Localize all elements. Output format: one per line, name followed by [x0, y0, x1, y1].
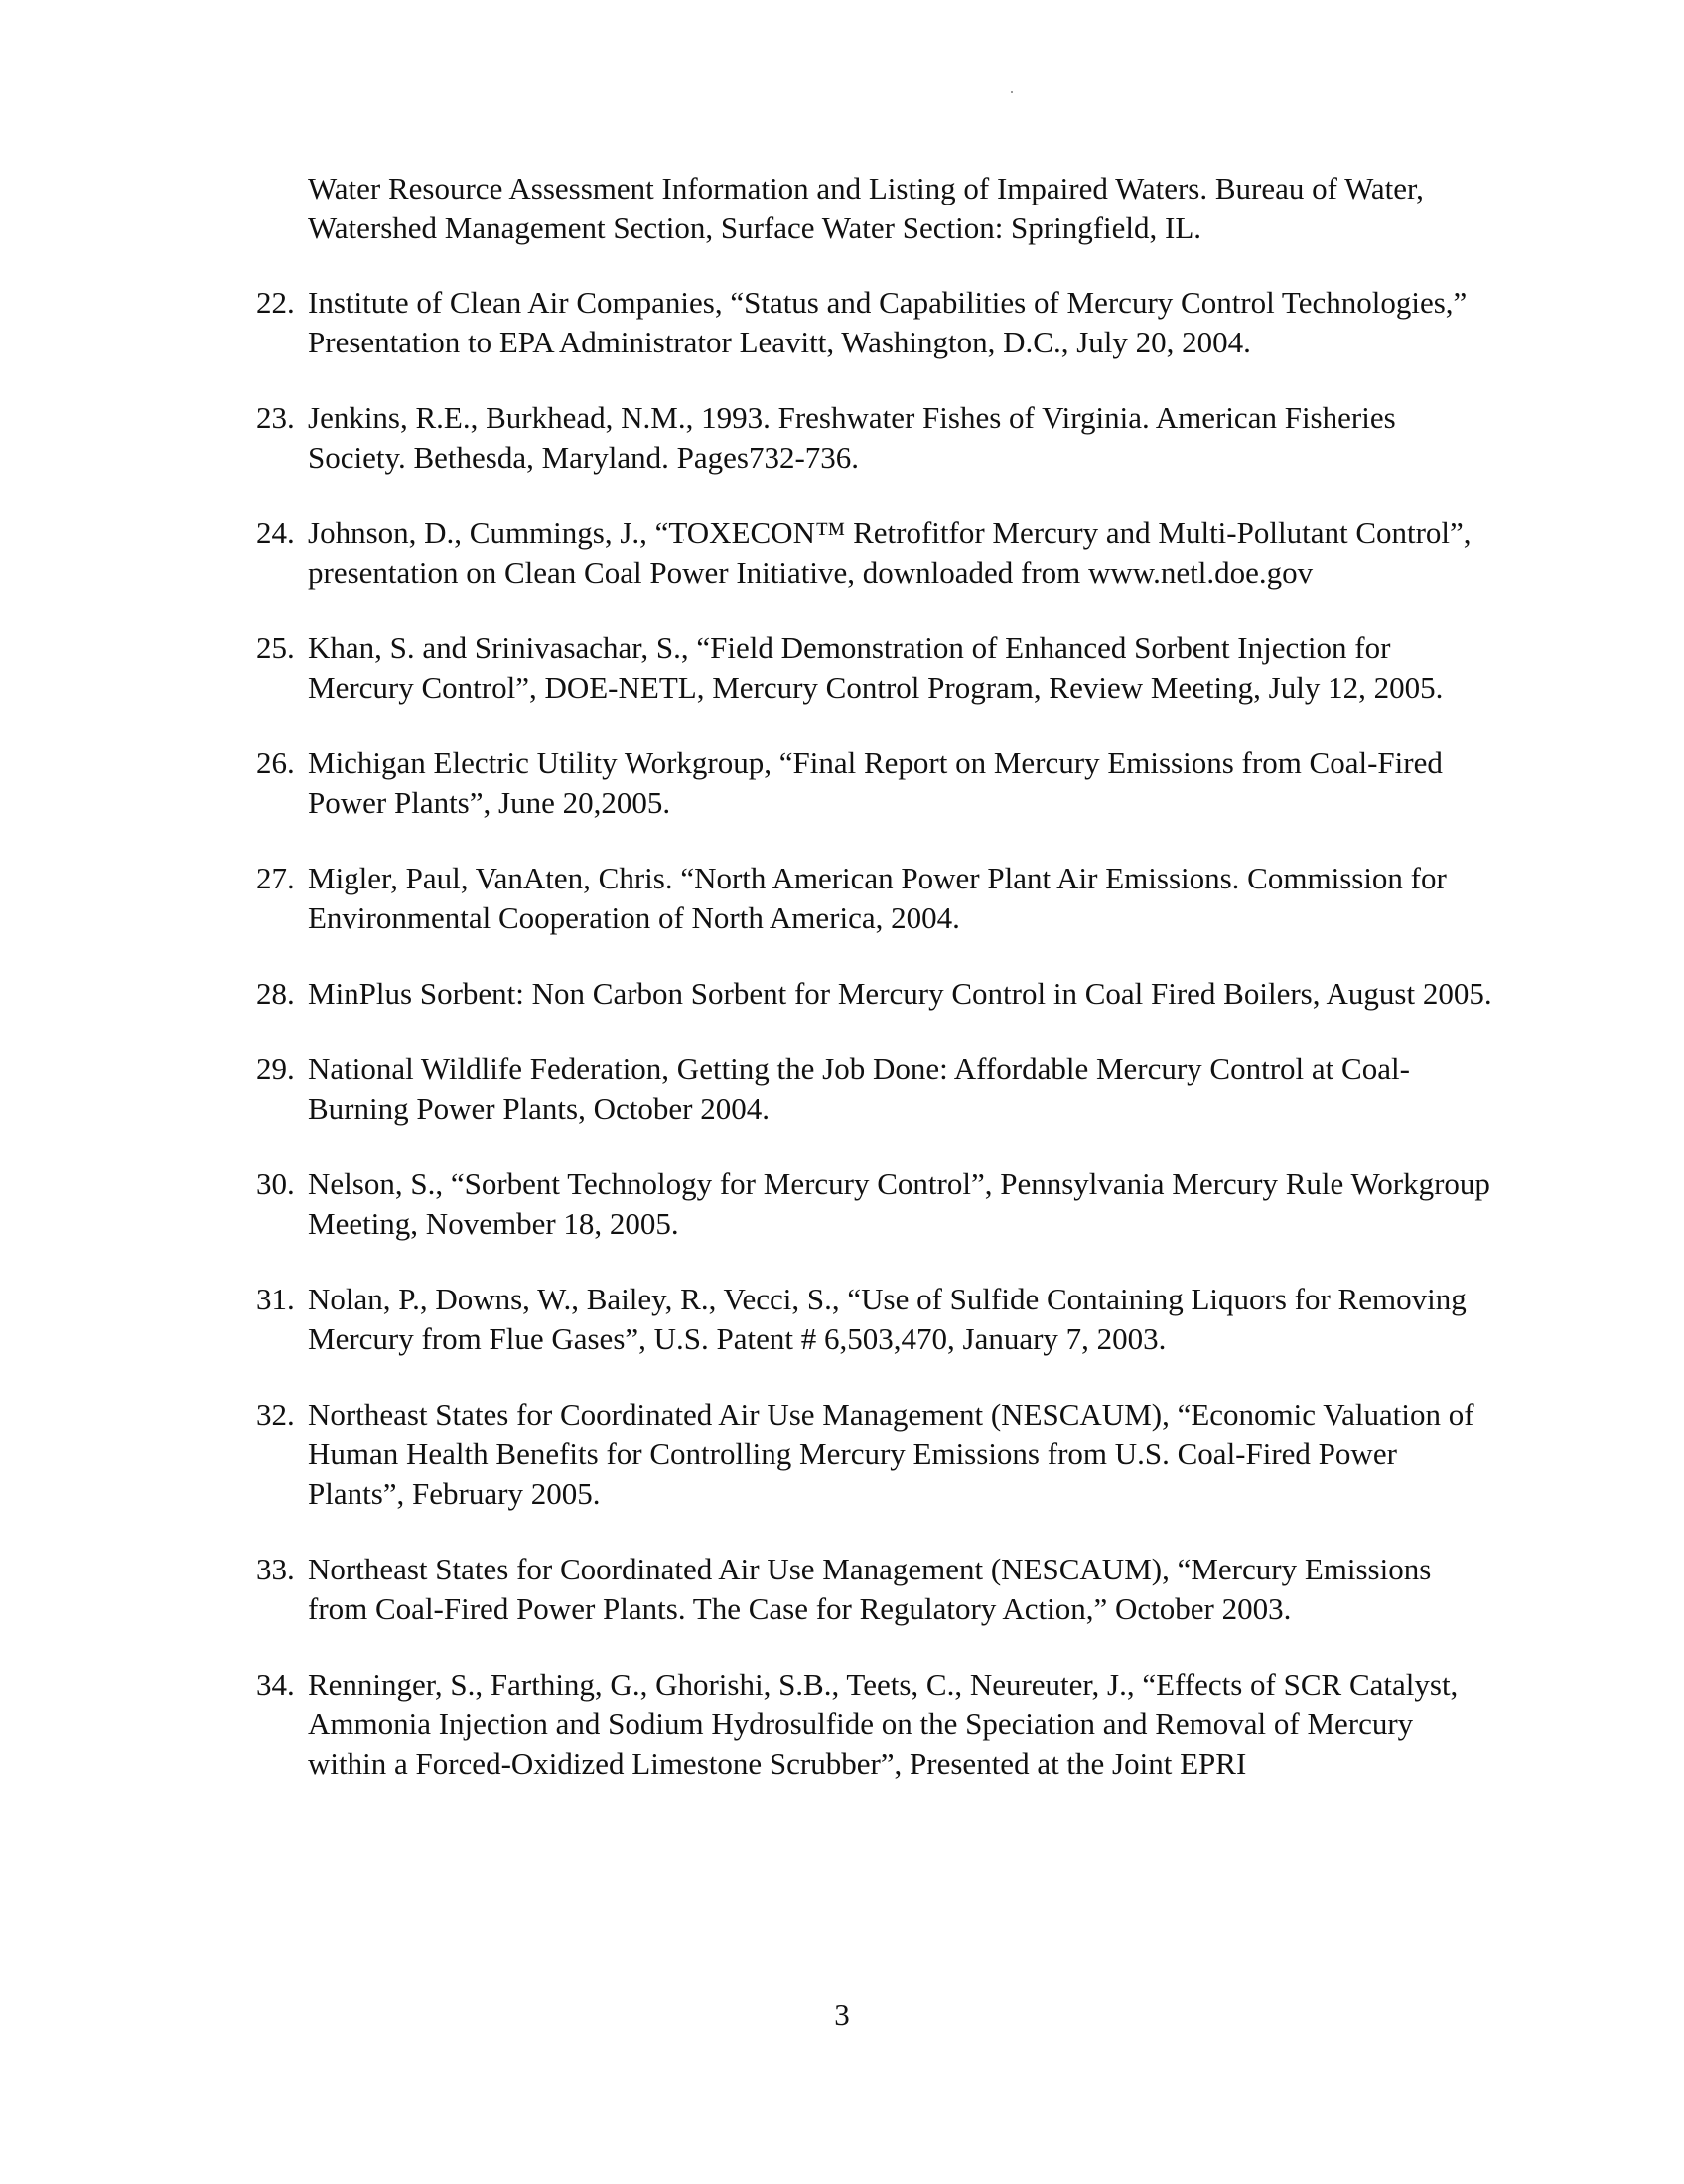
reference-number: 23. — [256, 400, 295, 435]
reference-text: Johnson, D., Cummings, J., “TOXECON™ Retrofitfor Mercury and Multi-Pollutant Control”, presentation on Clean Coal Power Initiative, downloaded from www.netl.doe.gov — [308, 515, 1472, 590]
reference-number: 30. — [256, 1166, 295, 1201]
reference-number: 27. — [256, 861, 295, 895]
reference-number: 25. — [256, 630, 295, 665]
reference-item — [256, 1280, 1492, 1359]
page-number: 3 — [834, 1997, 850, 2032]
reference-list — [256, 283, 1492, 1820]
reference-text: Institute of Clean Air Companies, “Status and Capabilities of Mercury Control Technologies,” Presentation to EPA Administrator Leavitt, Washington, D.C., July 20, 2004. — [308, 285, 1468, 359]
reference-text: Northeast States for Coordinated Air Use Management (NESCAUM), “Economic Valuation of Human Health Benefits for Controlling Mercury Emissions from U.S. Coal-Fired Power Plants”, February 2005. — [308, 1397, 1474, 1511]
reference-number: 29. — [256, 1051, 295, 1086]
reference-item — [256, 628, 1492, 708]
reference-item — [256, 513, 1492, 593]
reference-item — [256, 1665, 1492, 1784]
reference-text: Khan, S. and Srinivasachar, S., “Field Demonstration of Enhanced Sorbent Injection for Mercury Control”, DOE-NETL, Mercury Control Program, Review Meeting, July 12, 2005. — [308, 630, 1444, 705]
reference-item — [256, 744, 1492, 823]
reference-text: MinPlus Sorbent: Non Carbon Sorbent for Mercury Control in Coal Fired Boilers, August 2005. — [308, 976, 1492, 1011]
reference-number: 24. — [256, 515, 295, 550]
scan-speck — [1011, 91, 1013, 93]
reference-item — [256, 283, 1492, 362]
reference-item — [256, 974, 1492, 1014]
reference-number: 34. — [256, 1667, 295, 1702]
reference-item — [256, 1395, 1492, 1514]
reference-number: 28. — [256, 976, 295, 1011]
reference-number: 22. — [256, 285, 295, 320]
reference-number: 33. — [256, 1552, 295, 1586]
reference-text: Nelson, S., “Sorbent Technology for Mercury Control”, Pennsylvania Mercury Rule Workgroup Meeting, November 18, 2005. — [308, 1166, 1490, 1241]
reference-number: 31. — [256, 1282, 295, 1316]
reference-text: Migler, Paul, VanAten, Chris. “North American Power Plant Air Emissions. Commission for Environmental Cooperation of North America, 2004. — [308, 861, 1447, 935]
reference-text: Jenkins, R.E., Burkhead, N.M., 1993. Freshwater Fishes of Virginia. American Fisheries Society. Bethesda, Maryland. Pages732-736. — [308, 400, 1396, 475]
reference-text: Michigan Electric Utility Workgroup, “Final Report on Mercury Emissions from Coal-Fired Power Plants”, June 20,2005. — [308, 746, 1443, 820]
reference-text: Northeast States for Coordinated Air Use Management (NESCAUM), “Mercury Emissions from Coal-Fired Power Plants. The Case for Regulatory Action,” October 2003. — [308, 1552, 1432, 1626]
reference-item — [256, 1164, 1492, 1244]
reference-text: Nolan, P., Downs, W., Bailey, R., Vecci, S., “Use of Sulfide Containing Liquors for Removing Mercury from Flue Gases”, U.S. Patent # 6,503,470, January 7, 2003. — [308, 1282, 1467, 1356]
reference-item — [256, 398, 1492, 478]
reference-continuation: Water Resource Assessment Information and Listing of Impaired Waters. Bureau of Water, Watershed Management Section, Surface Water Section: Springfield, IL. — [308, 171, 1424, 245]
reference-text: National Wildlife Federation, Getting the Job Done: Affordable Mercury Control at Coal-Burning Power Plants, October 2004. — [308, 1051, 1410, 1126]
reference-text: Renninger, S., Farthing, G., Ghorishi, S.B., Teets, C., Neureuter, J., “Effects of SCR Catalyst, Ammonia Injection and Sodium Hydrosulfide on the Speciation and Removal of Mercury within a Forced-Oxidized Limestone Scrubber”, Presented at the Joint EPRI — [308, 1667, 1459, 1781]
reference-item — [256, 859, 1492, 938]
reference-number: 26. — [256, 746, 295, 780]
reference-item — [256, 1049, 1492, 1129]
reference-item — [256, 1550, 1492, 1629]
reference-number: 32. — [256, 1397, 295, 1432]
